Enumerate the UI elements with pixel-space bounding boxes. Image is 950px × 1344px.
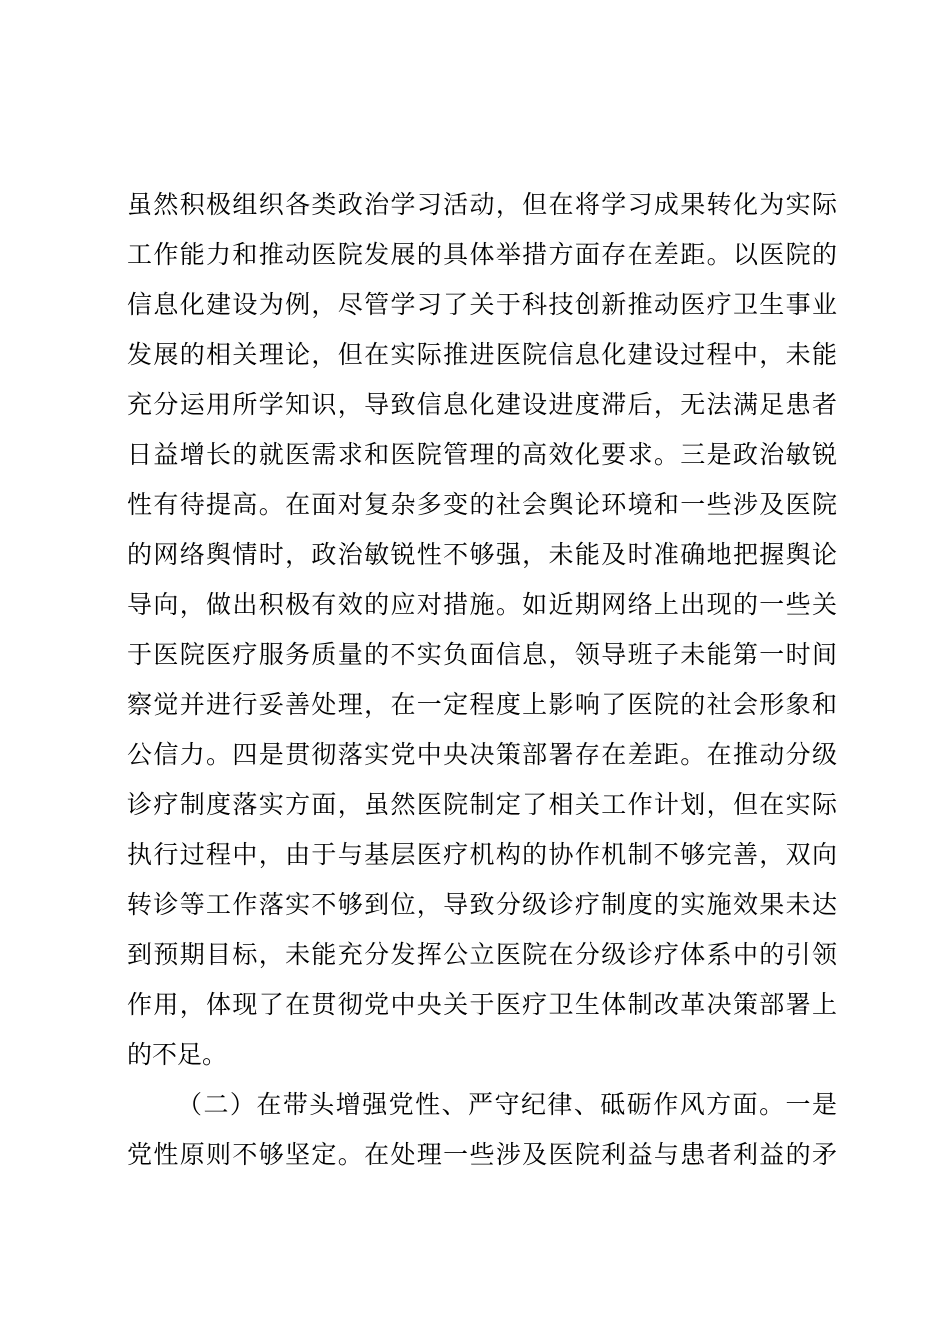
text-line: 转诊等工作落实不够到位，导致分级诊疗制度的实施效果未达 [127,890,837,919]
text-line: 诊疗制度落实方面，虽然医院制定了相关工作计划，但在实际 [127,790,837,819]
text-line: 于医院医疗服务质量的不实负面信息，领导班子未能第一时间 [127,640,837,669]
text-line: 到预期目标，未能充分发挥公立医院在分级诊疗体系中的引领 [127,940,837,969]
text-line: 执行过程中，由于与基层医疗机构的协作机制不够完善，双向 [127,840,837,869]
paragraph-1 [127,180,837,1080]
body-text [127,180,837,1180]
text-line: 日益增长的就医需求和医院管理的高效化要求。三是政治敏锐 [127,440,837,469]
text-line: 发展的相关理论，但在实际推进医院信息化建设过程中，未能 [127,340,837,369]
text-line: 信息化建设为例，尽管学习了关于科技创新推动医疗卫生事业 [127,290,837,319]
text-line: 虽然积极组织各类政治学习活动，但在将学习成果转化为实际 [127,190,837,219]
text-line: 作用，体现了在贯彻党中央关于医疗卫生体制改革决策部署上 [127,990,837,1019]
text-line: 公信力。四是贯彻落实党中央决策部署存在差距。在推动分级 [127,740,837,769]
text-line: 工作能力和推动医院发展的具体举措方面存在差距。以医院的 [127,240,837,269]
text-line: （二）在带头增强党性、严守纪律、砥砺作风方面。一是 [177,1090,837,1119]
text-line: 的网络舆情时，政治敏锐性不够强，未能及时准确地把握舆论 [127,540,837,569]
text-line: 党性原则不够坚定。在处理一些涉及医院利益与患者利益的矛 [127,1140,837,1169]
text-line: 的不足。 [127,1040,228,1069]
text-line: 导向，做出积极有效的应对措施。如近期网络上出现的一些关 [127,590,837,619]
paragraph-2 [127,1080,837,1180]
text-line: 察觉并进行妥善处理，在一定程度上影响了医院的社会形象和 [127,690,837,719]
text-line: 性有待提高。在面对复杂多变的社会舆论环境和一些涉及医院 [127,490,837,519]
text-line: 充分运用所学知识，导致信息化建设进度滞后，无法满足患者 [127,390,837,419]
